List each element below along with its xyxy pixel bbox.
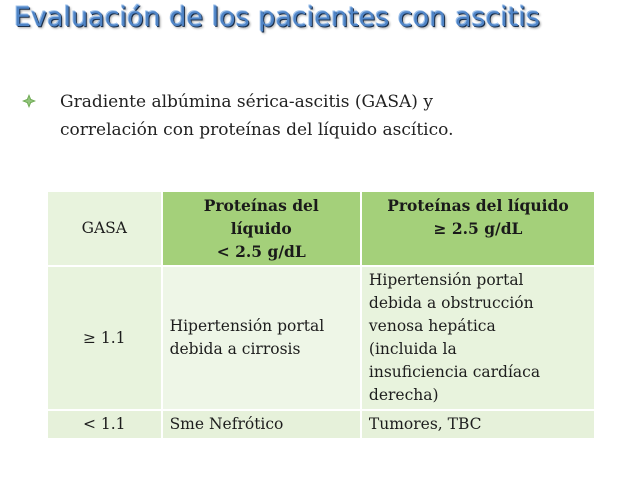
- row-1-low: [162, 266, 361, 410]
- header-gasa-label: GASA: [81, 219, 127, 237]
- row-2-low-value: Sme Nefrótico: [169, 415, 284, 433]
- table-header-row: [47, 191, 595, 266]
- row-1-high-line-3: venosa hepática: [368, 317, 496, 335]
- header-gasa: [47, 191, 162, 266]
- row-1-high-line-4: (incluida la: [368, 340, 457, 358]
- row-2-gasa: [47, 410, 162, 439]
- row-1-low-line-2: debida a cirrosis: [169, 340, 301, 358]
- bullet-text-line-2: correlación con proteínas del líquido ascítico.: [60, 120, 454, 140]
- row-2-low: [162, 410, 361, 439]
- row-1-gasa: [47, 266, 162, 410]
- header-proteins-low: [162, 191, 361, 266]
- header-low-line-2: líquido: [230, 219, 292, 238]
- row-1-low-line-1: Hipertensión portal: [169, 317, 325, 335]
- header-high-line-1: Proteínas del líquido: [387, 196, 569, 215]
- row-1-high-line-1: Hipertensión portal: [368, 271, 524, 289]
- table-row: [47, 266, 595, 410]
- table-row: [47, 410, 595, 439]
- row-1-gasa-value: ≥ 1.1: [82, 328, 126, 347]
- row-1-high-line-5: insuficiencia cardíaca: [368, 363, 541, 381]
- row-1-high-line-2: debida a obstrucción: [368, 294, 534, 312]
- diamond-bullet-icon: [22, 94, 36, 108]
- header-proteins-high: [361, 191, 595, 266]
- bullet-text-line-1: Gradiente albúmina sérica-ascitis (GASA) y: [60, 92, 433, 112]
- header-high-line-2: ≥ 2.5 g/dL: [433, 219, 523, 238]
- row-2-gasa-value: < 1.1: [82, 415, 126, 433]
- row-2-high: [361, 410, 595, 439]
- header-low-line-3: < 2.5 g/dL: [216, 242, 306, 261]
- slide-title: [14, 0, 614, 36]
- gasa-table: [46, 190, 596, 440]
- header-low-line-1: Proteínas del: [203, 196, 319, 215]
- row-2-high-value: Tumores, TBC: [368, 415, 482, 433]
- row-1-high: [361, 266, 595, 410]
- row-1-high-line-6: derecha): [368, 386, 439, 404]
- title-text: Evaluación de los pacientes con ascitis: [14, 2, 541, 33]
